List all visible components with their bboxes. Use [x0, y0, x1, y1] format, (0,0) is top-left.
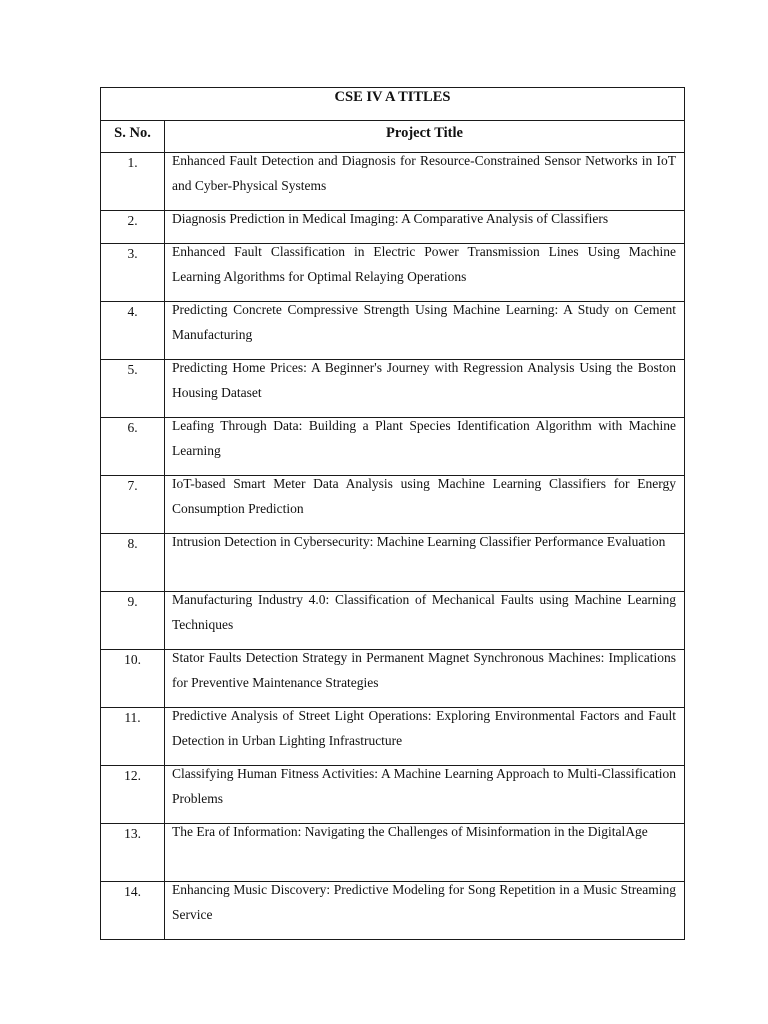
project-title-text: Diagnosis Prediction in Medical Imaging: A Comparative Analysis of Classifiers — [172, 211, 609, 226]
table-row — [101, 360, 685, 418]
table-row — [101, 153, 685, 211]
table-row — [101, 592, 685, 650]
row-project-title — [165, 824, 685, 882]
project-title-text: Enhanced Fault Detection and Diagnosis for Resource-Constrained Sensor Networks in IoT and Cyber-Physical Systems — [172, 153, 676, 193]
project-title-text: Enhancing Music Discovery: Predictive Modeling for Song Repetition in a Music Streaming Service — [172, 882, 676, 922]
table-row — [101, 244, 685, 302]
project-title-text: Predicting Home Prices: A Beginner's Journey with Regression Analysis Using the Boston Housing Dataset — [172, 360, 676, 400]
row-serial-number: 5. — [101, 360, 165, 418]
row-serial-number: 12. — [101, 766, 165, 824]
table-row — [101, 418, 685, 476]
table-title: CSE IV A TITLES — [101, 88, 685, 121]
table-title-row — [101, 88, 685, 121]
row-project-title — [165, 302, 685, 360]
project-title-text: IoT-based Smart Meter Data Analysis using Machine Learning Classifiers for Energy Consumption Prediction — [172, 476, 676, 516]
project-title-text: Leafing Through Data: Building a Plant Species Identification Algorithm with Machine Learning — [172, 418, 676, 458]
table-row — [101, 650, 685, 708]
project-title-text: Classifying Human Fitness Activities: A Machine Learning Approach to Multi-Classification Problems — [172, 766, 676, 806]
row-project-title — [165, 476, 685, 534]
table-row — [101, 824, 685, 882]
row-project-title — [165, 708, 685, 766]
row-project-title — [165, 766, 685, 824]
table-row — [101, 766, 685, 824]
row-project-title — [165, 153, 685, 211]
table-row — [101, 534, 685, 592]
project-title-text: Intrusion Detection in Cybersecurity: Machine Learning Classifier Performance Evaluation — [172, 534, 666, 549]
row-serial-number: 3. — [101, 244, 165, 302]
row-project-title — [165, 244, 685, 302]
project-title-text: Enhanced Fault Classification in Electric Power Transmission Lines Using Machine Learning Algorithms for Optimal Relaying Operations — [172, 244, 676, 284]
row-project-title — [165, 534, 685, 592]
table-row — [101, 302, 685, 360]
project-title-text: Stator Faults Detection Strategy in Permanent Magnet Synchronous Machines: Implications for Preventive Maintenance Strategies — [172, 650, 676, 690]
project-title-text: Manufacturing Industry 4.0: Classification of Mechanical Faults using Machine Learning Techniques — [172, 592, 676, 632]
table-row — [101, 708, 685, 766]
header-sno: S. No. — [101, 121, 165, 153]
project-title-text: Predicting Concrete Compressive Strength Using Machine Learning: A Study on Cement Manufacturing — [172, 302, 676, 342]
project-titles-table — [100, 87, 685, 940]
row-project-title — [165, 650, 685, 708]
row-project-title — [165, 418, 685, 476]
row-serial-number: 4. — [101, 302, 165, 360]
row-project-title — [165, 360, 685, 418]
row-serial-number: 9. — [101, 592, 165, 650]
row-serial-number: 14. — [101, 882, 165, 940]
row-serial-number: 8. — [101, 534, 165, 592]
project-title-text: Predictive Analysis of Street Light Operations: Exploring Environmental Factors and Fault Detection in Urban Lighting Infrastructure — [172, 708, 676, 748]
row-project-title — [165, 882, 685, 940]
row-serial-number: 6. — [101, 418, 165, 476]
row-serial-number: 13. — [101, 824, 165, 882]
row-serial-number: 1. — [101, 153, 165, 211]
project-title-text: The Era of Information: Navigating the Challenges of Misinformation in the DigitalAge — [172, 824, 648, 839]
table-row — [101, 882, 685, 940]
row-serial-number: 11. — [101, 708, 165, 766]
row-serial-number: 10. — [101, 650, 165, 708]
row-project-title — [165, 592, 685, 650]
header-project-title: Project Title — [165, 121, 685, 153]
table-row — [101, 476, 685, 534]
row-serial-number: 7. — [101, 476, 165, 534]
row-serial-number: 2. — [101, 211, 165, 244]
